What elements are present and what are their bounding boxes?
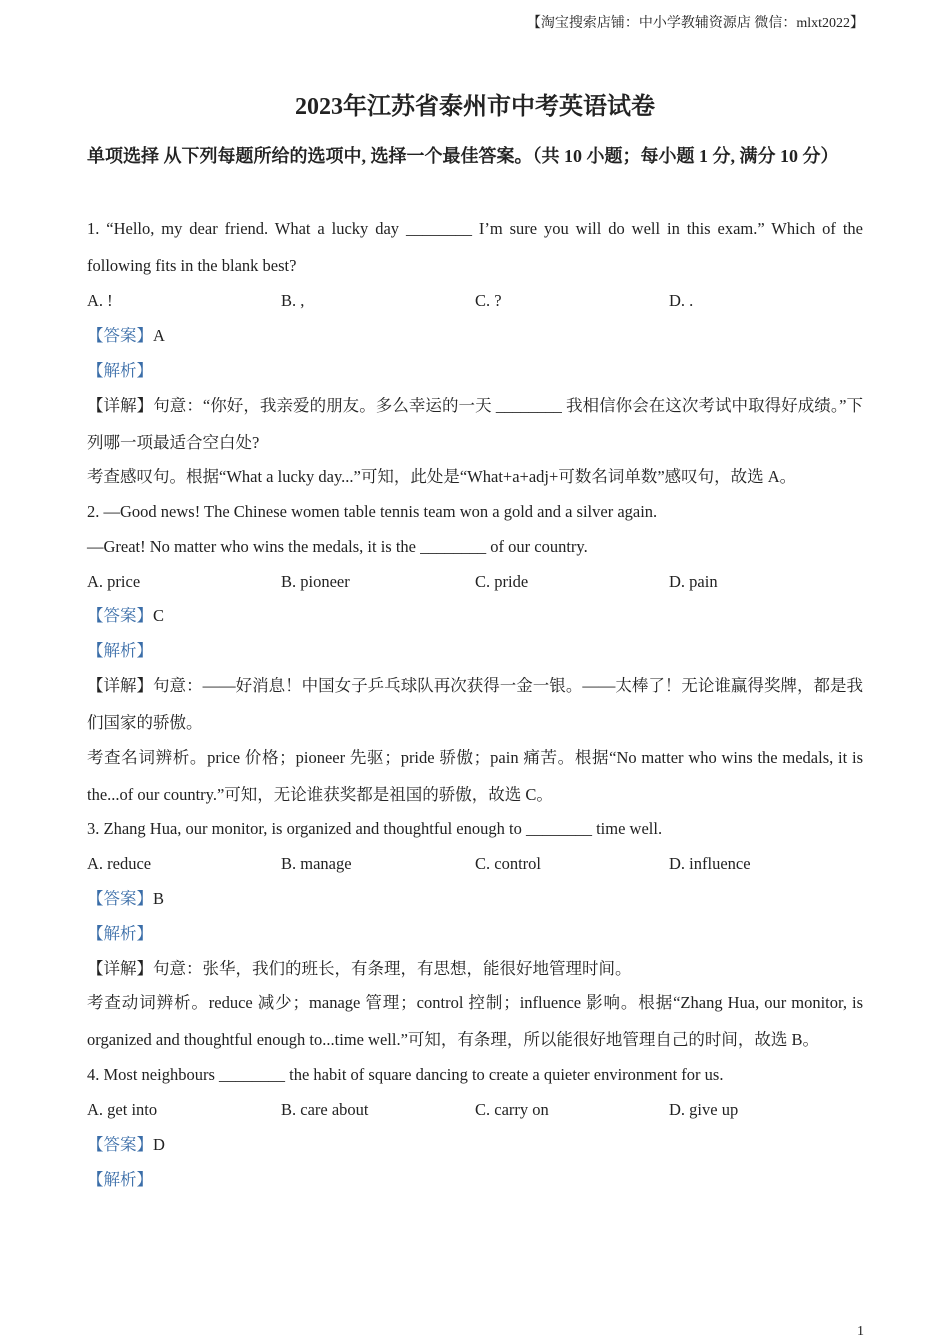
option-d: D. pain: [669, 572, 718, 591]
question-3-detail: [87, 958, 632, 980]
question-1-detail: [87, 387, 863, 461]
answer-label: 【答案】: [87, 1135, 153, 1154]
question-1-answer: [87, 325, 165, 347]
option-c: C. pride: [475, 572, 529, 591]
question-4-stem: 4. Most neighbours ________ the habit of square dancing to create a quieter environment for us.: [87, 1065, 724, 1084]
detail-label: 【详解】: [87, 959, 153, 978]
option-c: C. ?: [475, 291, 502, 310]
option-d: D. give up: [669, 1100, 739, 1119]
option-b: B. manage: [281, 854, 352, 873]
answer-value: C: [153, 606, 165, 625]
question-2-stem-line1: 2. —Good news! The Chinese women table tennis team won a gold and a silver again.: [87, 502, 658, 521]
analysis-label: 【解析】: [87, 1170, 153, 1189]
page-number: 1: [857, 1324, 864, 1339]
detail-text: 句意：“你好，我亲爱的朋友。多么幸运的一天 ________ 我相信你会在这次考试中取得好成绩。”下列哪一项最适合空白处?: [87, 396, 864, 452]
question-4-answer: [87, 1134, 165, 1156]
question-1-stem: 1. “Hello, my dear friend. What a lucky day ________ I’m sure you will do well in this exam.” Which of the following fits in the blank best?: [87, 219, 863, 275]
answer-value: A: [153, 326, 165, 345]
answer-label: 【答案】: [87, 606, 153, 625]
answer-label: 【答案】: [87, 326, 153, 345]
question-3-stem: 3. Zhang Hua, our monitor, is organized and thoughtful enough to ________ time well.: [87, 819, 663, 838]
detail-text: 句意：——好消息！中国女子乒乓球队再次获得一金一银。——太棒了！无论谁赢得奖牌，都是我们国家的骄傲。: [87, 676, 864, 732]
option-a: A. get into: [87, 1100, 158, 1119]
page-title: 2023年江苏省泰州市中考英语试卷: [295, 94, 655, 120]
option-a: A. !: [87, 291, 113, 310]
analysis-label: 【解析】: [87, 641, 153, 660]
detail-label: 【详解】: [87, 676, 154, 695]
question-1-explanation: 考查感叹句。根据“What a lucky day...”可知，此处是“What+a+adj+可数名词单数”感叹句，故选 A。: [87, 467, 797, 486]
detail-text: 句意：张华，我们的班长，有条理，有思想，能很好地管理时间。: [153, 959, 632, 978]
option-a: A. reduce: [87, 854, 152, 873]
option-d: D. .: [669, 291, 694, 310]
detail-label: 【详解】: [87, 396, 154, 415]
question-2-answer: [87, 605, 164, 627]
option-c: C. control: [475, 854, 541, 873]
answer-label: 【答案】: [87, 889, 153, 908]
section-heading: 单项选择 从下列每题所给的选项中, 选择一个最佳答案。（共 10 小题；每小题 1 分, 满分 10 分）: [87, 146, 839, 166]
option-d: D. influence: [669, 854, 751, 873]
option-c: C. carry on: [475, 1100, 549, 1119]
question-2-explanation: 考查名词辨析。price 价格；pioneer 先驱；pride 骄傲；pain 痛苦。根据“No matter who wins the medals, it is the...of our country.”可知，无论谁获奖都是祖国的骄傲，故选 C。: [87, 748, 863, 804]
answer-value: B: [153, 889, 165, 908]
option-b: B. pioneer: [281, 572, 350, 591]
question-2-detail: [87, 667, 863, 741]
option-a: A. price: [87, 572, 141, 591]
option-b: B. ,: [281, 291, 305, 310]
option-b: B. care about: [281, 1100, 369, 1119]
question-3-explanation: 考查动词辨析。reduce 减少；manage 管理；control 控制；influence 影响。根据“Zhang Hua, our monitor, is organized and thoughtful enough to...time well.”可知，有条理，所以能很好地管理自己的时间，故选 B。: [87, 993, 863, 1049]
question-2-stem-line2: —Great! No matter who wins the medals, it is the ________ of our country.: [87, 537, 588, 556]
analysis-label: 【解析】: [87, 361, 153, 380]
question-3-answer: [87, 888, 164, 910]
header-note: 【淘宝搜索店铺：中小学教辅资源店 微信：mlxt2022】: [526, 16, 864, 31]
analysis-label: 【解析】: [87, 924, 153, 943]
answer-value: D: [153, 1135, 165, 1154]
